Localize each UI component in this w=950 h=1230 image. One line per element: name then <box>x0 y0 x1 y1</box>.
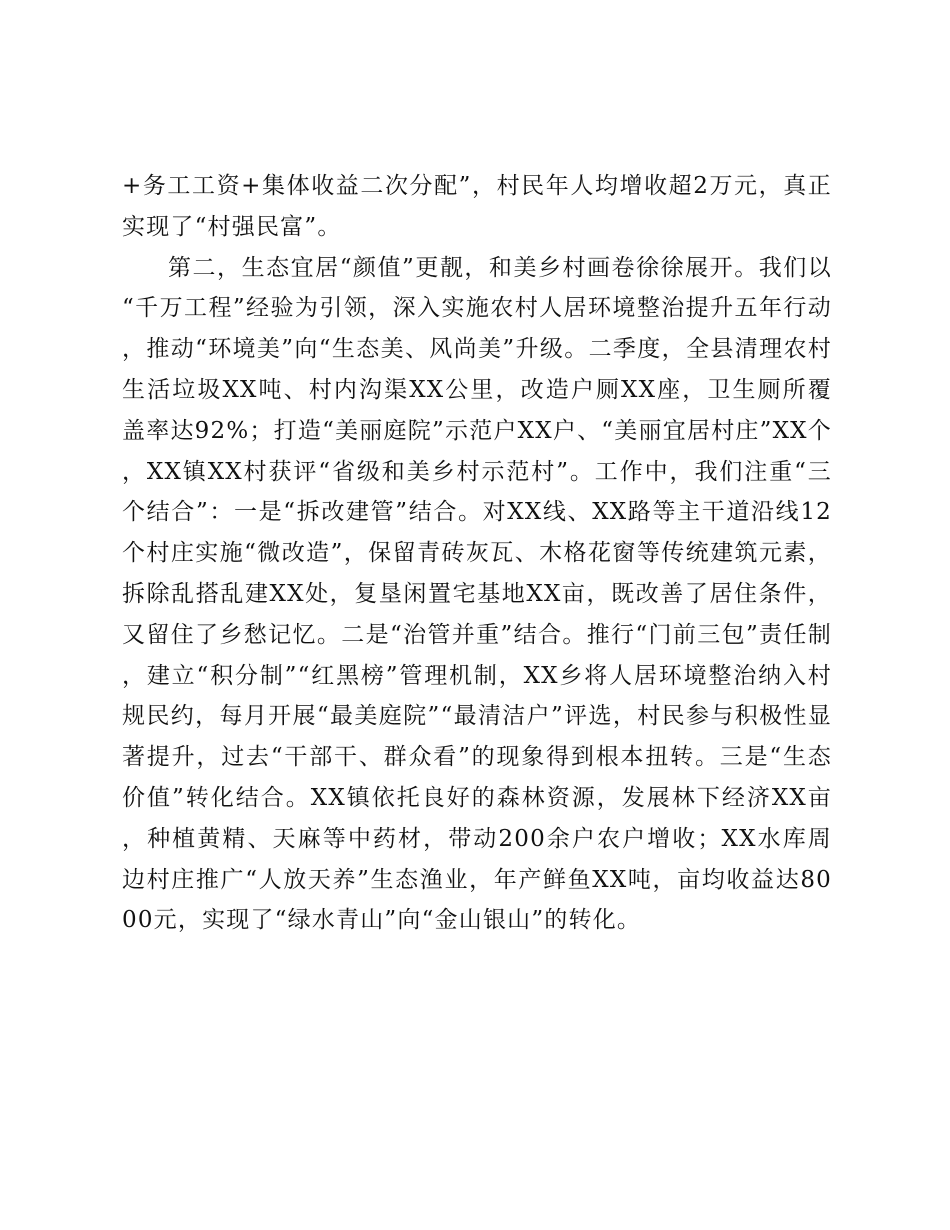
document-body <box>122 166 832 941</box>
paragraph-2: 第二，生态宜居“颜值”更靓，和美乡村画卷徐徐展开。我们以“千万工程”经验为引领，深入实施农村人居环境整治提升五年行动，推动“环境美”向“生态美、风尚美”升级。二季度，全县清理农村生活垃圾XX吨、村内沟渠XX公里，改造户厕XX座，卫生厕所覆盖率达92%；打造“美丽庭院”示范户XX户、“美丽宜居村庄”XX个，XX镇XX村获评“省级和美乡村示范村”。工作中，我们注重“三个结合”：一是“拆改建管”结合。对XX线、XX路等主干道沿线12个村庄实施“微改造”，保留青砖灰瓦、木格花窗等传统建筑元素，拆除乱搭乱建XX处，复垦闲置宅基地XX亩，既改善了居住条件，又留住了乡愁记忆。二是“治管并重”结合。推行“门前三包”责任制，建立“积分制”“红黑榜”管理机制，XX乡将人居环境整治纳入村规民约，每月开展“最美庭院”“最清洁户”评选，村民参与积极性显著提升，过去“干部干、群众看”的现象得到根本扭转。三是“生态价值”转化结合。XX镇依托良好的森林资源，发展林下经济XX亩，种植黄精、天麻等中药材，带动200余户农户增收；XX水库周边村庄推广“人放天养”生态渔业，年产鲜鱼XX吨，亩均收益达8000元，实现了“绿水青山”向“金山银山”的转化。 <box>122 254 832 934</box>
paragraph-1: +务工工资+集体收益二次分配”，村民年人均增收超2万元，真正实现了“村强民富”。 <box>122 173 832 240</box>
